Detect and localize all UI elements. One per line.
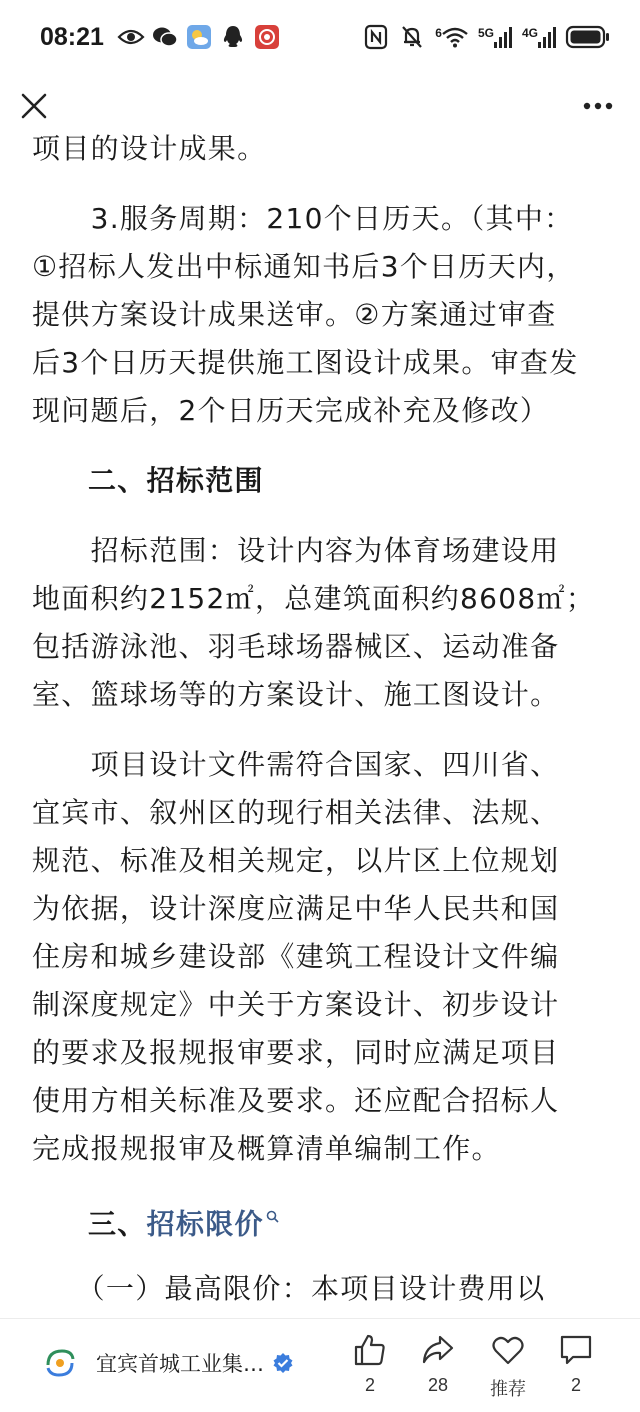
weather-icon [186,24,212,50]
share-count: 28 [427,1375,449,1395]
article-body[interactable] [0,125,640,1318]
paragraph-gap [32,1173,612,1195]
section-heading [32,1195,612,1243]
publisher-name: 宜宾首城工业集… [96,1352,264,1376]
close-icon [21,93,47,119]
comment-button[interactable] [546,1333,606,1396]
article-line: 包括游泳池、羽毛球场器械区、运动准备 [32,630,560,663]
close-button[interactable] [14,86,54,126]
nfc-icon [363,24,389,50]
article-line: ①招标人发出中标通知书后3个日历天内， [32,250,576,283]
article-line: 地面积约2152㎡，总建筑面积约8608㎡； [32,582,596,615]
net1-label: 5G [477,26,494,40]
more-icon [583,102,613,110]
article-line: 为依据，设计深度应满足中华人民共和国 [32,892,560,925]
app-icon [254,24,280,50]
paragraph-gap [32,173,612,195]
comment-icon [559,1333,593,1367]
like-button[interactable] [340,1333,400,1396]
status-time: 08:21 [40,22,104,51]
thumbs-up-icon [353,1333,387,1367]
status-right-icons [363,24,610,50]
article-content [32,125,612,1409]
share-button[interactable] [408,1333,468,1396]
wifi-label: 6 [435,26,442,40]
search-keyword-link[interactable]: 招标限价 [146,1207,264,1241]
bottom-bar [0,1318,640,1412]
verified-icon [272,1352,294,1374]
publisher[interactable] [40,1343,294,1383]
like-count: 2 [364,1375,375,1395]
paragraph-gap [32,1243,612,1265]
eye-icon [118,24,144,50]
article-line: 的要求及报规报审要求，同时应满足项目 [32,1036,560,1069]
paragraph-gap [32,435,612,457]
article-line: 后3个日历天提供施工图设计成果。审查发 [32,346,579,379]
article-line: 招标范围：设计内容为体育场建设用 [32,534,560,567]
recommend-label: 推荐 [490,1379,526,1399]
publisher-logo [40,1343,80,1383]
article-line: 3.服务周期：210个日历天。（其中： [32,202,574,235]
article-line: 住房和城乡建设部《建筑工程设计文件编 [32,940,560,973]
wifi-icon [435,26,468,48]
article-line: 完成报规报审及概算清单编制工作。 [32,1132,501,1165]
status-left-icons [118,24,280,50]
mute-icon [399,24,425,50]
section-heading: 二、招标范围 [88,464,264,497]
paragraph-gap [32,719,612,741]
article-line: 项目设计文件需符合国家、四川省、 [32,748,560,781]
signal-5g-icon [478,26,512,48]
paragraph-gap [32,505,612,527]
wechat-icon [152,24,178,50]
heart-icon [491,1333,525,1367]
search-icon[interactable] [266,1211,279,1227]
article-line: 现问题后，2个日历天完成补充及修改） [32,394,550,427]
more-button[interactable] [578,86,618,126]
heading-prefix: 三、 [88,1207,147,1241]
article-line: 使用方相关标准及要求。还应配合招标人 [32,1084,560,1117]
article-line: 规范、标准及相关规定，以片区上位规划 [32,844,560,877]
qq-icon [220,24,246,50]
signal-4g-icon [522,26,556,48]
article-line: 提供方案设计成果送审。②方案通过审查 [32,298,557,331]
article-line: （一）最高限价：本项目设计费用以 [32,1272,546,1305]
recommend-button[interactable] [478,1333,538,1401]
article-line: 项目的设计成果。 [32,132,267,165]
article-line: 宜宾市、叙州区的现行相关法律、法规、 [32,796,560,829]
share-icon [421,1333,455,1367]
status-bar [0,0,640,74]
net2-label: 4G [521,26,538,40]
article-line: 室、篮球场等的方案设计、施工图设计。 [32,678,560,711]
battery-icon [566,24,610,50]
article-line: 制深度规定》中关于方案设计、初步设计 [32,988,560,1021]
comment-count: 2 [570,1375,581,1395]
